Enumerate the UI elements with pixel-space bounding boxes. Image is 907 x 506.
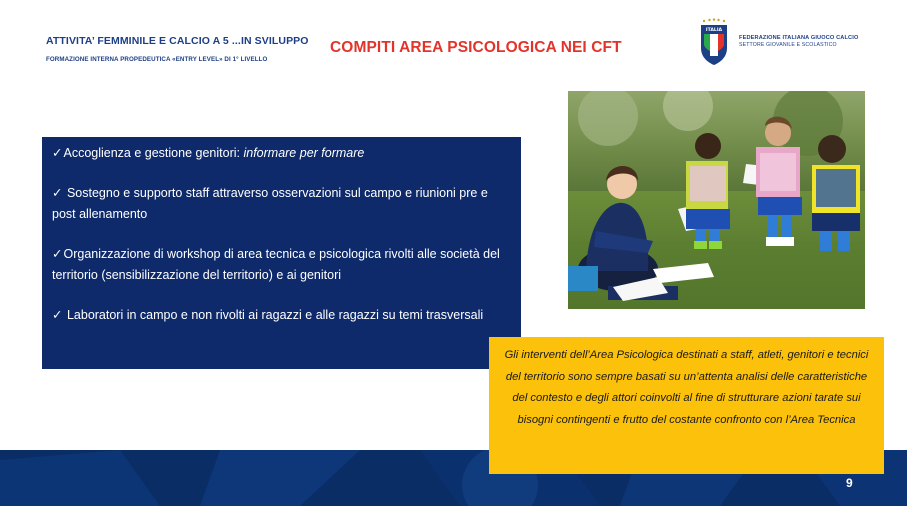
federation-sector: SETTORE GIOVANILE E SCOLASTICO bbox=[739, 42, 837, 48]
task-emphasis: informare per formare bbox=[243, 146, 365, 160]
checkmark-icon: ✓ bbox=[52, 247, 63, 261]
task-text: Sostegno e supporto staff attraverso osservazioni sul campo e riunioni pre e post allenamento bbox=[52, 186, 488, 221]
checkmark-icon: ✓ bbox=[52, 146, 63, 160]
slide-title: COMPITI AREA PSICOLOGICA NEI CFT bbox=[330, 39, 622, 56]
page-number: 9 bbox=[846, 476, 853, 490]
header-subtitle: FORMAZIONE INTERNA PROPEDEUTICA «ENTRY LEVEL» DI 1° LIVELLO bbox=[46, 56, 268, 63]
checkmark-icon: ✓ bbox=[52, 186, 63, 200]
figc-shield-icon bbox=[699, 18, 729, 66]
task-text: Laboratori in campo e non rivolti ai ragazzi e alle ragazzi su temi trasversali bbox=[63, 308, 484, 322]
task-text: Accoglienza e gestione genitori: bbox=[63, 146, 244, 160]
checkmark-icon: ✓ bbox=[52, 308, 63, 322]
task-text: Organizzazione di workshop di area tecnica e psicologica rivolti alle società del territorio (sensibilizzazione del territorio) e ai genitori bbox=[52, 247, 500, 282]
photo-illustration bbox=[568, 91, 865, 309]
figc-logo bbox=[699, 18, 859, 68]
header-title: ATTIVITA’ FEMMINILE E CALCIO A 5 ...IN SVILUPPO bbox=[46, 35, 309, 47]
team-photo bbox=[568, 91, 865, 309]
shield-label: ITALIA bbox=[705, 28, 723, 33]
task-item-labs bbox=[52, 305, 511, 326]
note-text: Gli interventi dell’Area Psicologica destinati a staff, atleti, genitori e tecnici del territorio sono sempre basati su un’attenta analisi delle caratteristiche del contesto e degli attori coinvolti al fine di strutturare azioni tarate sui bisogni contingenti e frutto del costante confronto con l’Area Tecnica bbox=[504, 349, 869, 426]
task-item-staff bbox=[52, 183, 511, 225]
tasks-list-box bbox=[42, 137, 521, 369]
note-box bbox=[489, 337, 884, 474]
task-item-workshop bbox=[52, 244, 511, 286]
task-item-parents bbox=[52, 143, 511, 164]
federation-name: FEDERAZIONE ITALIANA GIUOCO CALCIO bbox=[739, 35, 859, 41]
